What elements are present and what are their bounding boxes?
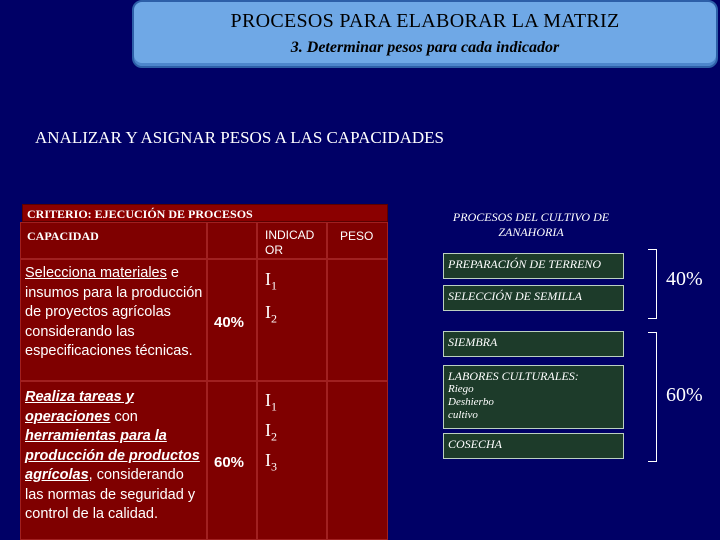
capacity-table [20,222,388,540]
capacity-phrase-2a: Realiza tareas y operaciones [25,389,134,425]
group-pct-40: 40% [666,268,703,290]
step-seleccion: SELECCIÓN DE SEMILLA [443,285,624,311]
peso-cell-2 [327,381,388,540]
capacity-text-2 [25,388,204,525]
indicator-cell-2 [257,381,327,540]
capacity-text-1 [25,264,204,362]
weight-value-1: 40% [214,314,245,331]
step-labores [443,365,624,429]
capacity-lead-1: Selecciona materiales [25,265,167,281]
indicator-2-3: $I_3$ [265,450,277,474]
indicator-2-1: $I_1$ [265,390,277,414]
weight-cell-2 [207,381,257,540]
bracket-60 [648,332,657,462]
header-indicador-line1: INDICAD [265,228,315,242]
process-title: PROCESOS DEL CULTIVO DE ZANAHORIA [452,210,610,239]
bracket-40 [648,249,657,319]
header-indicador-line2: OR [265,243,283,257]
page-subtitle: 3. Determinar pesos para cada indicador [290,39,560,56]
weight-value-2: 60% [214,454,245,471]
title-box [132,0,718,68]
section-heading: ANALIZAR Y ASIGNAR PESOS A LAS CAPACIDADES [35,128,445,147]
header-blank [207,222,257,259]
weight-cell-1 [207,259,257,381]
header-indicador [257,222,327,259]
indicator-1-1: $I_1$ [265,269,277,293]
indicator-cell-1 [257,259,327,381]
capacity-phrase-2c: herramientas para la producción de productos agrícolas [25,428,200,483]
capacity-rest-1: e insumos para la producción de proyectos agrícolas considerando las especificaciones técnicas. [25,265,203,359]
step-siembra: SIEMBRA [443,331,624,357]
capacity-cell-2 [20,381,207,540]
header-peso: PESO [327,222,388,259]
indicator-1-2: $I_2$ [265,302,277,326]
step-labores-detail-3: cultivo [448,409,478,421]
group-pct-60: 60% [666,384,703,406]
criterio-header: CRITERIO: EJECUCIÓN DE PROCESOS [22,204,388,222]
capacity-phrase-2b: con [110,408,138,425]
step-cosecha: COSECHA [443,433,624,459]
indicator-2-2: $I_2$ [265,420,277,444]
step-labores-detail-2: Deshierbo [448,396,494,408]
peso-cell-1 [327,259,388,381]
capacity-cell-1 [20,259,207,381]
header-capacidad: CAPACIDAD [20,222,207,259]
page-title: PROCESOS PARA ELABORAR LA MATRIZ [230,10,620,32]
step-preparacion: PREPARACIÓN DE TERRENO [443,253,624,279]
step-labores-label: LABORES CULTURALES: [448,369,579,383]
capacity-phrase-2d: , considerando las normas de seguridad y control de la calidad. [25,467,196,522]
step-labores-detail-1: Riego [448,383,474,395]
